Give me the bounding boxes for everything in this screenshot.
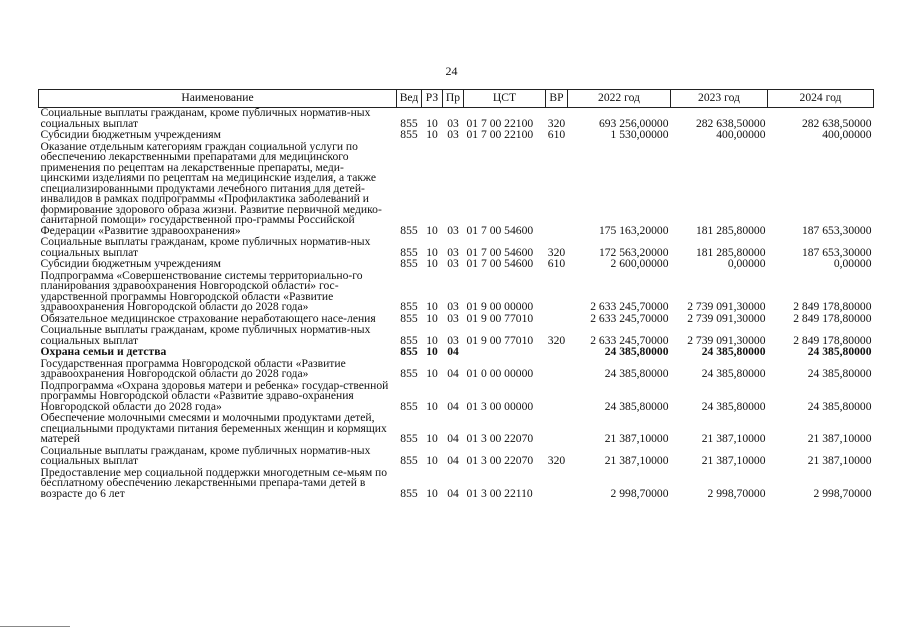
row-2024: 0,00000 [833, 257, 872, 270]
row-rz: 10 [426, 311, 438, 325]
table-row [39, 325, 874, 347]
row-name: Субсидии бюджетным учреждениям [40, 128, 221, 141]
row-rz: 10 [426, 367, 438, 380]
row-pr: 03 [447, 257, 459, 270]
row-vr: 320 [547, 333, 566, 347]
row-pr: 03 [447, 116, 459, 130]
row-2022: 21 387,10000 [604, 454, 669, 467]
row-2024: 400,00000 [822, 128, 872, 141]
header-cst: ЦСТ [464, 90, 546, 108]
footer-divider [0, 626, 70, 627]
row-ved: 855 [400, 432, 418, 445]
row-cst: 01 3 00 22070 [466, 454, 534, 467]
row-vr [546, 142, 568, 238]
row-2024: 21 387,10000 [807, 432, 872, 445]
row-rz: 10 [426, 486, 438, 500]
row-2023: 24 385,80000 [701, 399, 766, 413]
row-rz: 10 [426, 245, 438, 259]
row-2024: 24 385,80000 [807, 399, 872, 413]
row-rz: 10 [426, 432, 438, 445]
row-name: Оказание отдельным категориям граждан социальной услуги по обеспечению лекарственными препаратами для медицинского применения по рецептам на лекарственные препараты, меди-цинскими изделиями по рецептам на медицинские изделия, а также специализированными продуктами лечебного питания для детей-инвалидов в рамках подпрограммы «Профилактика заболеваний и формирование здорового образа жизни. Развитие первичной медико-санитарной помощи» государственной про-граммы Российской Федерации «Развитие здравоохранения» [40, 139, 382, 237]
row-name: Субсидии бюджетным учреждениям [40, 257, 221, 270]
row-name: Социальные выплаты гражданам, кроме публичных норматив-ных социальных выплат [40, 106, 371, 130]
row-ved: 855 [400, 116, 418, 130]
row-rz: 10 [426, 116, 438, 130]
row-name: Обеспечение молочными смесями и молочными продуктами детей, специальными продуктами питания беременных женщин и кормящих матерей [40, 411, 387, 445]
page-number: 24 [445, 64, 458, 78]
row-name: Предоставление мер социальной поддержки многодетным се-мьям по бесплатному обеспечению лекарственными препара-тами детей в возрасте до 6 лет [40, 465, 388, 500]
header-rz: РЗ [422, 90, 443, 108]
table-row [39, 108, 874, 131]
row-2022: 1 530,00000 [610, 128, 669, 141]
row-2022: 2 998,70000 [610, 486, 669, 500]
row-pr: 03 [447, 311, 459, 325]
row-2023: 181 285,80000 [695, 245, 766, 259]
row-2024: 2 849 178,80000 [793, 311, 872, 325]
row-pr: 03 [447, 300, 459, 313]
row-cst: 01 3 00 22110 [466, 486, 533, 500]
row-cst: 01 3 00 22070 [466, 432, 534, 445]
row-2022: 172 563,20000 [598, 245, 669, 259]
row-pr: 04 [447, 432, 459, 445]
row-2022: 24 385,80000 [604, 345, 669, 358]
row-rz: 10 [426, 454, 438, 467]
row-2023: 2 998,70000 [707, 486, 766, 500]
row-cst: 01 0 00 00000 [466, 367, 534, 380]
row-cst: 01 7 00 22100 [466, 128, 534, 141]
table-header [39, 90, 874, 108]
row-2023: 2 739 091,30000 [687, 333, 766, 347]
table-row [39, 468, 874, 501]
row-vr [546, 413, 568, 446]
table-row [39, 446, 874, 468]
row-pr: 04 [447, 345, 459, 358]
row-name: Подпрограмма «Совершенствование системы территориально-го планирования здравоохранения Новгородской области» гос-ударственной программы Новгородской области «Развитие здравоохранения Новгородской области до 2028 года» [40, 268, 363, 313]
row-2022: 24 385,80000 [604, 399, 669, 413]
row-rz: 10 [426, 333, 438, 347]
row-vr [546, 381, 568, 414]
row-vr [546, 359, 568, 381]
row-ved: 855 [400, 333, 418, 347]
row-pr: 04 [447, 399, 459, 413]
row-2023: 181 285,80000 [695, 223, 766, 237]
row-pr: 03 [447, 223, 459, 237]
row-rz: 10 [426, 257, 438, 270]
row-name: Обязательное медицинское страхование неработающего насе-ления [40, 311, 376, 325]
table-body [39, 108, 874, 501]
row-cst: 01 7 00 54600 [466, 245, 534, 259]
table-row [39, 359, 874, 381]
header-vr: ВР [546, 90, 568, 108]
row-rz: 10 [426, 399, 438, 413]
table-row [39, 381, 874, 414]
row-2023: 24 385,80000 [701, 367, 766, 380]
row-vr: 610 [547, 128, 566, 141]
row-vr: 320 [547, 116, 566, 130]
row-2022: 2 633 245,70000 [590, 333, 669, 347]
row-ved: 855 [400, 257, 418, 270]
row-2023: 0,00000 [727, 257, 766, 270]
table-row [39, 142, 874, 238]
row-pr: 04 [447, 367, 459, 380]
header-2022: 2022 год [568, 90, 671, 108]
row-name: Социальные выплаты гражданам, кроме публичных норматив-ных социальных выплат [40, 235, 371, 259]
row-2024: 2 849 178,80000 [793, 333, 872, 347]
row-name: Государственная программа Новгородской области «Развитие здравоохранения Новгородской области до 2028 года» [40, 356, 346, 380]
row-ved: 855 [400, 345, 418, 358]
row-2024: 21 387,10000 [807, 454, 872, 467]
row-vr [546, 314, 568, 326]
row-cst [464, 347, 546, 359]
row-2023: 21 387,10000 [701, 454, 766, 467]
row-vr [546, 468, 568, 501]
row-2023: 21 387,10000 [701, 432, 766, 445]
row-cst: 01 3 00 00000 [466, 399, 534, 413]
row-2022: 2 600,00000 [610, 257, 669, 270]
row-ved: 855 [400, 300, 418, 313]
table-row [39, 413, 874, 446]
row-2024: 187 653,30000 [801, 245, 872, 259]
row-2022: 2 633 245,70000 [590, 300, 669, 313]
row-cst: 01 7 00 22100 [466, 116, 534, 130]
row-name: Социальные выплаты гражданам, кроме публичных норматив-ных социальных выплат [40, 443, 371, 467]
row-ved: 855 [400, 128, 418, 141]
row-pr: 04 [447, 486, 459, 500]
row-ved: 855 [400, 454, 418, 467]
row-ved: 855 [400, 367, 418, 380]
row-2023: 2 739 091,30000 [687, 300, 766, 313]
row-2024: 24 385,80000 [807, 345, 872, 358]
row-2022: 2 633 245,70000 [590, 311, 669, 325]
row-ved: 855 [400, 223, 418, 237]
row-ved: 855 [400, 486, 418, 500]
row-2023: 282 638,50000 [695, 116, 766, 130]
table-row [39, 271, 874, 314]
row-name: Охрана семьи и детства [40, 345, 167, 358]
row-name: Подпрограмма «Охрана здоровья матери и ребенка» государ-ственной программы Новгородской области «Развитие здраво-охранения Новгородской области до 2028 года» [40, 378, 389, 413]
row-ved: 855 [400, 245, 418, 259]
row-2023: 400,00000 [716, 128, 766, 141]
row-cst: 01 9 00 77010 [466, 311, 534, 325]
row-name: Социальные выплаты гражданам, кроме публичных норматив-ных социальных выплат [40, 323, 371, 347]
header-2023: 2023 год [671, 90, 768, 108]
row-pr: 03 [447, 128, 459, 141]
row-rz: 10 [426, 300, 438, 313]
row-vr: 320 [547, 245, 566, 259]
row-pr: 03 [447, 245, 459, 259]
header-ved: Вед [397, 90, 422, 108]
row-2022: 693 256,00000 [598, 116, 669, 130]
row-2024: 2 998,70000 [813, 486, 872, 500]
header-2024: 2024 год [768, 90, 874, 108]
row-ved: 855 [400, 311, 418, 325]
row-2023: 2 739 091,30000 [687, 311, 766, 325]
row-2024: 282 638,50000 [801, 116, 872, 130]
budget-table [38, 89, 874, 500]
table-row [39, 237, 874, 259]
row-ved: 855 [400, 399, 418, 413]
row-cst: 01 7 00 54600 [466, 257, 534, 270]
row-vr: 610 [547, 257, 566, 270]
row-vr [546, 347, 568, 359]
row-2022: 24 385,80000 [604, 367, 669, 380]
row-rz: 10 [426, 223, 438, 237]
row-pr: 03 [447, 333, 459, 347]
row-rz: 10 [426, 128, 438, 141]
row-2024: 187 653,30000 [801, 223, 872, 237]
header-pr: Пр [443, 90, 464, 108]
row-cst: 01 9 00 77010 [466, 333, 534, 347]
row-vr: 320 [547, 454, 566, 467]
row-cst: 01 7 00 54600 [466, 223, 534, 237]
row-vr [546, 271, 568, 314]
header-name: Наименование [39, 90, 397, 108]
row-pr: 04 [447, 454, 459, 467]
row-2022: 21 387,10000 [604, 432, 669, 445]
row-2024: 24 385,80000 [807, 367, 872, 380]
row-2023: 24 385,80000 [701, 345, 766, 358]
row-rz: 10 [426, 345, 438, 358]
row-cst: 01 9 00 00000 [466, 300, 534, 313]
row-2024: 2 849 178,80000 [793, 300, 872, 313]
row-2022: 175 163,20000 [598, 223, 669, 237]
